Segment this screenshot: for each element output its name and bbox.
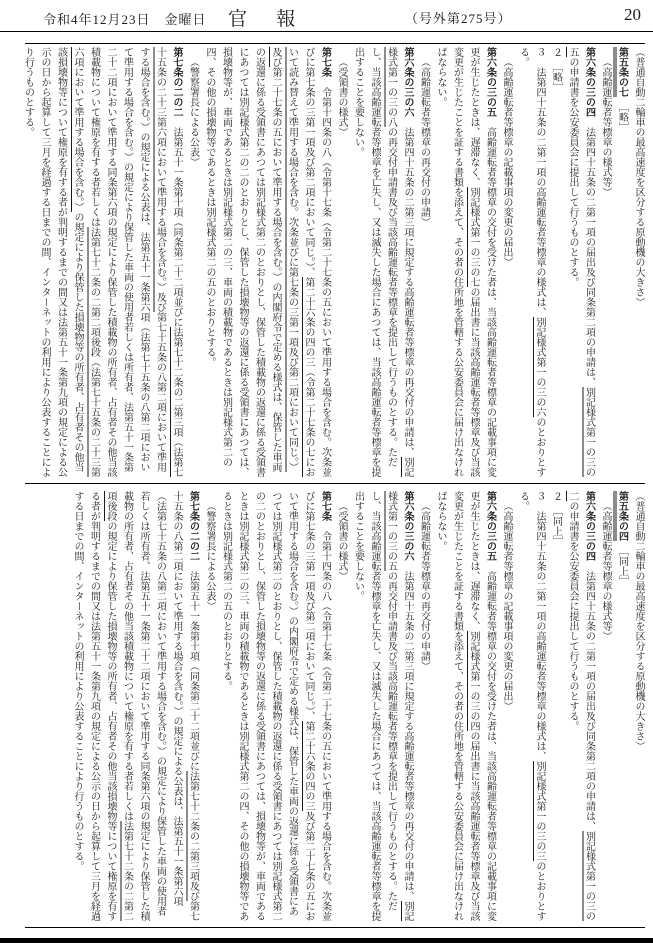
paragraph [333, 491, 350, 923]
paragraph [514, 47, 547, 479]
paragraph [69, 491, 201, 923]
amended-text: 別記様式第一の三の四 [468, 631, 479, 731]
page-edge-strip [0, 938, 653, 943]
body-text: ２ ［同上］ [550, 491, 562, 546]
paragraph [564, 491, 597, 923]
paragraph [349, 491, 415, 923]
header-date: 令和4年12月23日 金曜日 [43, 12, 207, 27]
paragraph [349, 47, 415, 479]
body-text: のとおりとする。 [517, 491, 545, 921]
body-text: （受領書の様式） [336, 501, 347, 581]
body-text: 法第五十一条第十項（同条第二十二項並びに [171, 117, 182, 327]
body-text: ３ 法第四十五条の二第一項の高齢運転者等標章の様式は、 [534, 491, 545, 761]
content-top-rule [25, 43, 645, 44]
article-number: 第七条 [319, 491, 331, 521]
article-number: 第七条の二の二 [187, 491, 199, 561]
paragraph [201, 491, 218, 923]
body-text: の規定により保管した損壊物等の所有者、占有者その他当該損壊物等について権原を有する者が判明するまでの間又は法第五十一条第九項の規定による公示の日から起算して三月を経過する日までの間、インターネットの利用により公表することにより行うものとする。 [22, 47, 83, 477]
article-number: 第六条の三の五 [484, 491, 496, 561]
paragraph [415, 47, 432, 479]
paragraph [432, 47, 498, 479]
body-text: ［同上］ [616, 541, 628, 586]
amended-text: 第二十六条の四の三（令第二十七条の七において読み替えて準用する場合を含む。次条並びに第七条の三第一項及び第二項において同じ。）及び [270, 47, 314, 477]
issue-number: （号外第275号） [405, 11, 512, 26]
body-text: （警察署長による公表） [187, 57, 199, 167]
amended-text: 別記様式第一の三の五 [385, 491, 413, 921]
article-number: 第七条 [319, 47, 331, 77]
amended-text: 別記様式第一の三の七 [468, 187, 479, 287]
article-number: 第六条の三の六 [402, 491, 413, 561]
body-text: の申請書を公安委員会に提出して行うものとする。 [567, 501, 578, 731]
body-text: の規定により保管した損壊物等の所有者、占有者その他当該損壊物等について権原を有する者が判明するまでの間又は法第五十一条第九項の規定による公示の日から起算して三月を経過する日までの間、インターネットの利用により公表することにより行うものとする。 [72, 491, 116, 921]
body-text: （高齢運転者等標章の記載事項の変更の届出） [501, 501, 512, 711]
paragraph [201, 47, 333, 479]
article-number: 第五条の四 [616, 491, 628, 541]
body-text: ［略］ [616, 97, 628, 132]
amended-text: 別記様式第一の三の五 [567, 47, 595, 477]
amended-text: 別記様式第一の三の六 [534, 317, 545, 417]
body-text: のとおりとする。 [517, 47, 545, 477]
article-number: 第六条の三の五 [484, 47, 496, 117]
body-text: ３ 法第四十五条の二第一項の高齢運転者等標章の様式は、 [534, 47, 545, 317]
amended-text: 法第七十二条の二第三項（法第七十五条の二十三第六項において準用する場合を含む。）及び [154, 47, 182, 477]
amended-text: 法第七十二条の二第三項及び [187, 771, 199, 901]
paragraph [597, 491, 614, 923]
body-text: （警察署長による公表） [204, 501, 215, 611]
body-text: の申請書を公安委員会に提出して行うものとする。 [567, 57, 578, 287]
body-text: 法第四十五条の二第一項の届出及び同条第二項の申請は、 [583, 561, 595, 831]
paragraph [415, 491, 432, 923]
paragraph [547, 47, 564, 479]
amended-text: 別記様式第一の三の三 [534, 761, 545, 861]
body-text: 令第十四条の八（令第十七条（令第二十七条の五において準用する場合を含む。次条並びに第七条の三第一項及び第二項において同じ。）、 [303, 47, 331, 477]
paragraph [630, 491, 647, 923]
amended-text: 別記様式第一の三の二 [567, 491, 595, 921]
paragraph [498, 491, 515, 923]
paragraph [597, 47, 614, 479]
content-bottom-rule [25, 927, 645, 928]
new-text-panel [12, 47, 646, 479]
body-text: 第七十五条の八第二項において準用する場合を含む。）の規定による公表は、法第五十一条第六項（法第七十五条の八第二項において準用する場合を含む。）の規定により保管した車両の使用者若しくは所有者、法第五十一条第二十二項において準用する同条第六項の規定により保管した積載物の所有者、占有者その他当該積載物について権原を有する者若しくは [88, 47, 166, 477]
body-text: （受領書の様式） [336, 57, 347, 137]
article-number: 第七条の二の二 [171, 47, 182, 117]
body-text: の再交付申請書及び当該高齢運転者等標章を提出して行うものとする。ただし、当該高齢運転者等標章を亡失し、又は滅失した場合にあつては、当該高齢運転者等標章を提出することを要しない。 [352, 47, 397, 477]
body-text: ２ ［略］ [550, 47, 562, 92]
paragraph [630, 47, 647, 479]
article-number: 第五条の七 [616, 47, 628, 97]
page-number: 20 [624, 5, 641, 24]
body-text: （普通自動二輪車の最高速度を区分する原動機の大きさ） [633, 47, 644, 307]
body-text: 法第四十五条の二第一項の届出及び同条第二項の申請は、 [583, 117, 595, 387]
body-text: の届出書に当該高齢運転者等標章及び当該変更が生じたことを証する書類を添えて、その者の住所地を管轄する公安委員会に届け出なければならない。 [435, 491, 479, 921]
old-text-panel [12, 491, 646, 923]
amended-text: 法第七十二条の二第二項後段 [105, 491, 133, 921]
body-text: （高齢運転者等標章の記載事項の変更の届出） [501, 57, 512, 267]
body-text: 法第四十五条の二第三項に規定する高齢運転者等標章の再交付の申請は、 [402, 561, 413, 901]
article-number: 第六条の三の六 [402, 47, 413, 117]
body-text: 高齢運転者等標章の交付を受けた者は、当該高齢運転者等標章の記載事項に変更が生じたときは、遅滞なく、 [468, 47, 496, 477]
body-text: 及び第二十七条の五において準用する場合を含む。）の内閣府令で定める様式は、保管した車両の返還に係る受領書にあつては別記様式第二のとおりとし、保管した積載物の返還に係る受領書にあつては別記様式第二の二のとおりとし、保管した損壊物等の返還に係る受領書にあつては、損壊物等が、車両であるときは別記様式第二の三、車両の積載物であるときは別記様式第二の四、その他の損壊物等であるときは別記様式第二の五のとおりとする。 [220, 491, 314, 921]
paragraph [217, 491, 333, 923]
paragraph [613, 47, 630, 479]
header-rule [0, 31, 653, 32]
body-text: 高齢運転者等標章の交付を受けた者は、当該高齢運転者等標章の記載事項に変更が生じたときは、遅滞なく、 [468, 491, 496, 921]
amended-text: 法第七十二条の二第二項後段（法第七十五条の二十三第六項において準用する場合を含む。） [72, 47, 100, 477]
body-text: 法第五十一条第十項（同条第二十二項並びに [187, 561, 199, 771]
article-number: 第六条の三の四 [583, 491, 595, 561]
body-text: （高齢運転者等標章の様式等） [600, 57, 611, 197]
gazette-title: 官報 [228, 9, 325, 30]
paragraph [613, 491, 630, 923]
amended-text: 別記様式第一の三の八 [385, 47, 413, 477]
body-text: （高齢運転者等標章の再交付の申請） [418, 57, 430, 227]
paragraph [432, 491, 498, 923]
article-number: 第六条の三の四 [583, 47, 595, 117]
paragraph [333, 47, 350, 479]
panel-divider-rule [25, 483, 645, 484]
paragraph [547, 491, 564, 923]
body-text: （高齢運転者等標章の再交付の申請） [418, 501, 430, 671]
paragraph [514, 491, 547, 923]
body-text: 令第十四条の八（令第十七条（令第二十七条の五において準用する場合を含む。次条並びに第七条の三第一項及び第二項において同じ。）、 [303, 491, 331, 921]
amended-text: 第二十六条の四の三 [303, 721, 314, 811]
body-text: （高齢運転者等標章の様式等） [600, 501, 611, 641]
paragraph [19, 47, 184, 479]
body-text: 第二十七条の五において準用する場合を含む。）の内閣府令で定める様式は、保管した車両の返還に係る受領書にあつては別記様式第二のとおりとし、保管した積載物の返還に係る受領書にあつては別記様式第二の二のとおりとし、保管した損壊物等の返還に係る受領書にあつては、損壊物等が、車両であるときは別記様式第二の三、車両の積載物であるときは別記様式第二の四、その他の損壊物等であるときは別記様式第二の五のとおりとする。 [204, 47, 281, 477]
body-text: 法第四十五条の二第三項に規定する高齢運転者等標章の再交付の申請は、 [402, 117, 413, 457]
body-text: の再交付申請書及び当該高齢運転者等標章を提出して行うものとする。ただし、当該高齢運転者等標章を亡失し、又は滅失した場合にあつては、当該高齢運転者等標章を提出することを要しない。 [352, 491, 397, 921]
paragraph [498, 47, 515, 479]
body-text: （普通自動二輪車の最高速度を区分する原動機の大きさ） [633, 491, 644, 751]
body-text: の届出書に当該高齢運転者等標章及び当該変更が生じたことを証する書類を添えて、その者の住所地を管轄する公安委員会に届け出なければならない。 [435, 47, 479, 477]
body-text: 第七十五条の八第二項において準用する場合を含む。）の規定による公表は、法第五十一条第六項（法第七十五条の八第二項において準用する場合を含む。）の規定により保管した車両の使用者若しくは所有者、法第五十一条第二十二項において準用する同条第六項の規定により保管した積載物の所有者、占有者その他当該積載物について権原を有する者若しくは [121, 491, 199, 921]
paragraph [564, 47, 597, 479]
page-header [0, 0, 653, 31]
paragraph [184, 47, 201, 479]
